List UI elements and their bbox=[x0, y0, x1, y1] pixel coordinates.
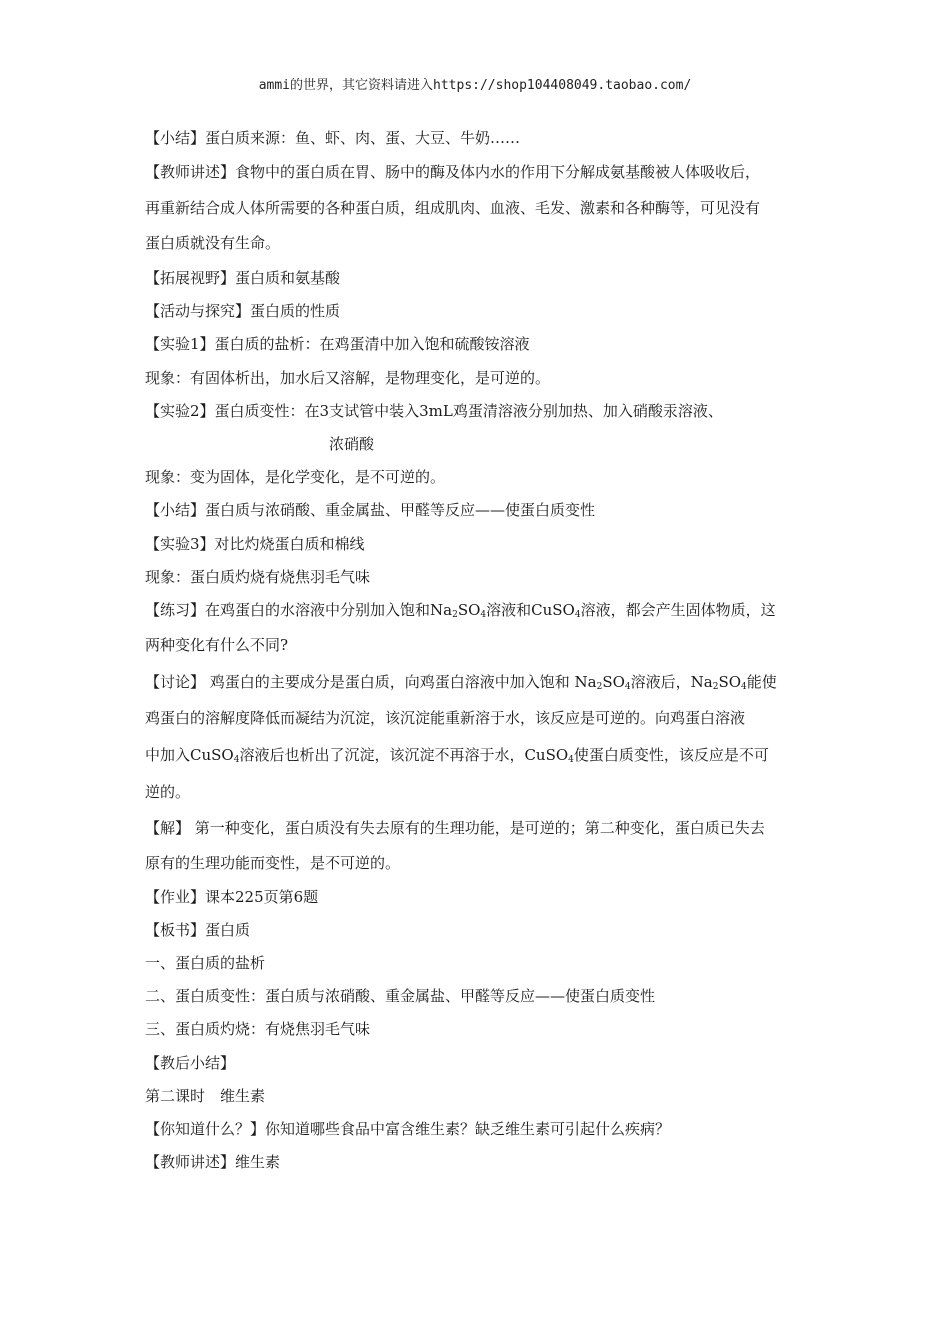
page-header: ammi的世界，其它资料请进入https://shop104408049.taobao.com/ bbox=[258, 78, 692, 93]
homework: 【作业】课本225页第6题 bbox=[145, 888, 319, 906]
observation-3: 现象：蛋白质灼烧有烧焦羽毛气味 bbox=[145, 568, 371, 586]
blackboard-item-2: 二、蛋白质变性：蛋白质与浓硝酸、重金属盐、甲醛等反应——使蛋白质变性 bbox=[145, 987, 656, 1005]
summary-denature: 【小结】蛋白质与浓硝酸、重金属盐、甲醛等反应——使蛋白质变性 bbox=[145, 501, 596, 519]
blackboard-item-1: 一、蛋白质的盐析 bbox=[145, 954, 266, 972]
lesson-2-title: 第二课时 维生素 bbox=[145, 1087, 266, 1105]
answer-line-1: 【解】 第一种变化，蛋白质没有失去原有的生理功能，是可逆的；第二种变化，蛋白质已失去 bbox=[145, 819, 765, 837]
teacher-explain-vitamins: 【教师讲述】维生素 bbox=[145, 1153, 281, 1171]
answer-line-2: 原有的生理功能而变性，是不可逆的。 bbox=[145, 854, 401, 872]
exercise-line-2: 两种变化有什么不同? bbox=[145, 636, 289, 654]
discussion-line-1: 【讨论】 鸡蛋白的主要成分是蛋白质，向鸡蛋白溶液中加入饱和 $Na_2SO_4$溶液后，$Na_2SO_4$能使 bbox=[145, 673, 777, 692]
post-class-summary: 【教后小结】 bbox=[145, 1054, 236, 1072]
exercise-line-1: 【练习】在鸡蛋白的水溶液中分别加入饱和$Na_2SO_4$溶液和CuSO$_4$溶液，都会产生固体物质，这 bbox=[145, 601, 776, 620]
discussion-line-4: 逆的。 bbox=[145, 783, 191, 801]
teacher-explain-line-1: 【教师讲述】食物中的蛋白质在胃、肠中的酶及体内水的作用下分解成氨基酸被人体吸收后， bbox=[145, 163, 761, 181]
do-you-know: 【你知道什么？】你知道哪些食品中富含维生素？缺乏维生素可引起什么疾病？ bbox=[145, 1120, 671, 1138]
blackboard-item-3: 三、蛋白质灼烧：有烧焦羽毛气味 bbox=[145, 1020, 371, 1038]
experiment-1: 【实验1】蛋白质的盐析：在鸡蛋清中加入饱和硫酸铵溶液 bbox=[145, 335, 530, 353]
experiment-3: 【实验3】对比灼烧蛋白质和棉线 bbox=[145, 535, 365, 553]
observation-1: 现象：有固体析出，加水后又溶解，是物理变化，是可逆的。 bbox=[145, 369, 551, 387]
experiment-2-line-1: 【实验2】蛋白质变性：在3支试管中装入3mL鸡蛋清溶液分别加热、加入硝酸汞溶液、 bbox=[145, 402, 723, 420]
experiment-2-line-2: 浓硝酸 bbox=[329, 435, 375, 453]
teacher-explain-line-2: 再重新结合成人体所需要的各种蛋白质，组成肌肉、血液、毛发、激素和各种酶等，可见没有 bbox=[145, 199, 761, 217]
activity-explore: 【活动与探究】蛋白质的性质 bbox=[145, 302, 341, 320]
extend-view: 【拓展视野】蛋白质和氨基酸 bbox=[145, 269, 341, 287]
discussion-line-3: 中加入CuSO$_4$溶液后也析出了沉淀，该沉淀不再溶于水，CuSO$_4$使蛋白质变性，该反应是不可 bbox=[145, 746, 769, 765]
discussion-line-2: 鸡蛋白的溶解度降低而凝结为沉淀，该沉淀能重新溶于水，该反应是可逆的。向鸡蛋白溶液 bbox=[145, 709, 746, 727]
observation-2: 现象：变为固体，是化学变化，是不可逆的。 bbox=[145, 468, 446, 486]
blackboard-title: 【板书】蛋白质 bbox=[145, 921, 251, 939]
summary-sources: 【小结】蛋白质来源：鱼、虾、肉、蛋、大豆、牛奶…… bbox=[145, 129, 521, 147]
teacher-explain-line-3: 蛋白质就没有生命。 bbox=[145, 234, 281, 252]
